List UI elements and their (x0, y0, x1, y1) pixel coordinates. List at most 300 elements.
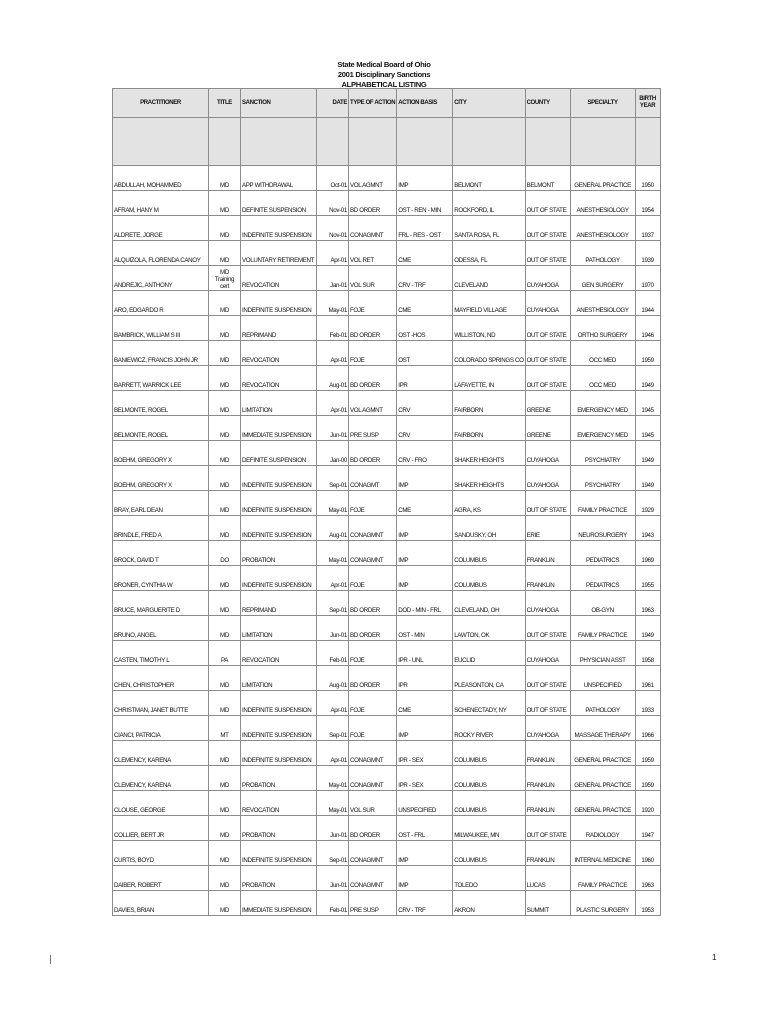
cell-practitioner: BARRETT, WARRICK LEE (113, 366, 209, 391)
cell-title: MD (209, 491, 241, 516)
cell-practitioner: AFRAM, HANY M (113, 191, 209, 216)
cell-action-basis: IMP (397, 466, 453, 491)
cell-specialty: UNSPECIFIED (570, 666, 635, 691)
cell-date: Aug-01 (317, 516, 349, 541)
cell-practitioner: BRUCE, MARGUERITE D (113, 591, 209, 616)
cell-type-of-action: VOL AGMNT (349, 166, 397, 191)
cell-action-basis: OST (397, 341, 453, 366)
cell-action-basis: CME (397, 691, 453, 716)
cell-city: COLUMBUS (453, 741, 525, 766)
cell-title: MD (209, 666, 241, 691)
cell-sanction: REVOCATION (241, 341, 317, 366)
cell-practitioner: CLEMENCY, KARENA (113, 766, 209, 791)
cell-practitioner: BRINDLE, FRED A (113, 516, 209, 541)
cell-sanction: INDEFINITE SUSPENSION (241, 291, 317, 316)
cell-title: MT (209, 716, 241, 741)
cell-date: Oct-01 (317, 166, 349, 191)
cell-specialty: EMERGENCY MED (570, 416, 635, 441)
cell-city: COLUMBUS (453, 766, 525, 791)
cell-date: May-01 (317, 541, 349, 566)
cell-date: Aug-01 (317, 366, 349, 391)
cell-type-of-action: PRE SUSP (349, 891, 397, 916)
cell-practitioner: BOEHM, GREGORY X (113, 441, 209, 466)
cell-city: MAYFIELD VILLAGE (453, 291, 525, 316)
cell-action-basis: OST - MIN (397, 616, 453, 641)
cell-practitioner: CASTEN, TIMOTHY L (113, 641, 209, 666)
cell-sanction: INDEFINITE SUSPENSION (241, 716, 317, 741)
cell-city: LAWTON, OK (453, 616, 525, 641)
cell-city: MILWAUKEE, MN (453, 816, 525, 841)
cell-title: MD (209, 891, 241, 916)
cell-action-basis: CME (397, 491, 453, 516)
cell-practitioner: BRAY, EARL DEAN (113, 491, 209, 516)
cell-city: FAIRBORN (453, 416, 525, 441)
cell-specialty: PEDIATRICS (570, 566, 635, 591)
table-row (113, 441, 661, 466)
cell-title: MD (209, 466, 241, 491)
cell-birth-year: 1920 (635, 791, 660, 816)
cell-county: OUT OF STATE (525, 616, 570, 641)
table-row (113, 691, 661, 716)
cell-sanction: VOLUNTARY RETIREMENT (241, 241, 317, 266)
cell-city: SCHENECTADY, NY (453, 691, 525, 716)
cell-city: WILLISTON, ND (453, 316, 525, 341)
cell-title: MD (209, 766, 241, 791)
cell-date: Jun-01 (317, 816, 349, 841)
cell-sanction: REPRIMAND (241, 316, 317, 341)
cell-county: ERIE (525, 516, 570, 541)
sanctions-table (112, 88, 661, 916)
cell-city: COLUMBUS (453, 566, 525, 591)
cell-date: Sep-01 (317, 466, 349, 491)
cell-practitioner: CURTIS, BOYD (113, 841, 209, 866)
cell-practitioner: BRUNO, ANGEL (113, 616, 209, 641)
cell-date: Feb-01 (317, 891, 349, 916)
cell-title: MD (209, 166, 241, 191)
cell-county: OUT OF STATE (525, 666, 570, 691)
cell-type-of-action: FOJE (349, 566, 397, 591)
cell-county: SUMMIT (525, 891, 570, 916)
cell-county: CUYAHOGA (525, 716, 570, 741)
column-header-city: CITY (453, 89, 525, 118)
cell-specialty: PSYCHIATRY (570, 466, 635, 491)
cell-city: AGRA, KS (453, 491, 525, 516)
cell-county: FRANKLIN (525, 841, 570, 866)
cell-action-basis: CRV - FRO (397, 441, 453, 466)
cell-birth-year: 1944 (635, 291, 660, 316)
cell-city: COLUMBUS (453, 541, 525, 566)
cell-type-of-action: CONAGMNT (349, 541, 397, 566)
cell-city: SANTA ROSA, FL (453, 216, 525, 241)
cell-practitioner: BOEHM, GREGORY X (113, 466, 209, 491)
cell-city: COLUMBUS (453, 841, 525, 866)
cell-type-of-action: PRE SUSP (349, 416, 397, 441)
cell-action-basis: CME (397, 291, 453, 316)
cell-practitioner: ALQUIZOLA, FLORENDA CANOY (113, 241, 209, 266)
cell-specialty: GENERAL PRACTICE (570, 741, 635, 766)
cell-county: OUT OF STATE (525, 816, 570, 841)
cell-title: MD (209, 841, 241, 866)
cell-title: MD (209, 291, 241, 316)
cell-specialty: OCC MED (570, 341, 635, 366)
title-line-1: State Medical Board of Ohio (337, 60, 431, 69)
cell-title: MD (209, 366, 241, 391)
cell-date: Apr-01 (317, 741, 349, 766)
cell-type-of-action: FOJE (349, 491, 397, 516)
cell-action-basis: IPR - UNL (397, 641, 453, 666)
cell-birth-year: 1949 (635, 366, 660, 391)
cell-specialty: ANESTHESIOLOGY (570, 191, 635, 216)
cell-practitioner: CLOUSE, GEORGE (113, 791, 209, 816)
cell-type-of-action: FOJE (349, 691, 397, 716)
cell-date: Aug-01 (317, 666, 349, 691)
cell-county: OUT OF STATE (525, 191, 570, 216)
table-row (113, 741, 661, 766)
cell-date: Jun-01 (317, 866, 349, 891)
cell-birth-year: 1947 (635, 816, 660, 841)
cell-practitioner: CHEN, CHRISTOPHER (113, 666, 209, 691)
cell-type-of-action: VOL RET (349, 241, 397, 266)
table-body (113, 118, 661, 916)
cell-practitioner: BANIEWICZ, FRANCIS JOHN JR (113, 341, 209, 366)
cell-sanction: LIMITATION (241, 616, 317, 641)
cell-specialty: EMERGENCY MED (570, 391, 635, 416)
cell-county: FRANKLIN (525, 766, 570, 791)
cell-specialty: ORTHO SURGERY (570, 316, 635, 341)
cell-type-of-action: VOL SUR (349, 791, 397, 816)
table-row (113, 816, 661, 841)
cell-title: MD (209, 566, 241, 591)
cell-title: MD (209, 441, 241, 466)
cell-specialty: FAMILY PRACTICE (570, 616, 635, 641)
cell-city: ODESSA, FL (453, 241, 525, 266)
cell-date: Nov-01 (317, 191, 349, 216)
cell-action-basis: IPR - SEX (397, 766, 453, 791)
table-row (113, 666, 661, 691)
cell-type-of-action: VOL AGMNT (349, 391, 397, 416)
cell-type-of-action: CONAGMNT (349, 216, 397, 241)
cell-action-basis: IMP (397, 541, 453, 566)
document-title-block (0, 60, 770, 90)
table-row (113, 216, 661, 241)
cell-date: Apr-01 (317, 391, 349, 416)
cell-date: Apr-01 (317, 566, 349, 591)
cell-type-of-action: FOJE (349, 291, 397, 316)
cell-action-basis: OST - REN - MIN (397, 191, 453, 216)
cell-specialty: PATHOLOGY (570, 241, 635, 266)
column-header-practitioner: PRACTITIONER (113, 89, 209, 118)
cell-sanction: IMMEDIATE SUSPENSION (241, 416, 317, 441)
cell-sanction: PROBATION (241, 866, 317, 891)
cell-date: Jun-01 (317, 616, 349, 641)
cell-county: GREENE (525, 416, 570, 441)
cell-date: May-01 (317, 291, 349, 316)
cell-action-basis: OST - FRL (397, 816, 453, 841)
cell-county: OUT OF STATE (525, 366, 570, 391)
cell-action-basis: CRV (397, 416, 453, 441)
cell-sanction: REVOCATION (241, 366, 317, 391)
cell-birth-year: 1953 (635, 891, 660, 916)
cell-action-basis: IMP (397, 716, 453, 741)
table-row (113, 866, 661, 891)
cell-specialty: FAMILY PRACTICE (570, 491, 635, 516)
cell-practitioner: DAIBER, ROBERT (113, 866, 209, 891)
table-row (113, 341, 661, 366)
table-row (113, 391, 661, 416)
cell-practitioner: CHRISTMAN, JANET BUTTE (113, 691, 209, 716)
cell-date: Feb-01 (317, 641, 349, 666)
cell-city: SHAKER HEIGHTS (453, 466, 525, 491)
cell-action-basis: CRV - TRF (397, 266, 453, 291)
cell-county: CUYAHOGA (525, 591, 570, 616)
cell-action-basis: CRV (397, 391, 453, 416)
cell-specialty: PLASTIC SURGERY (570, 891, 635, 916)
cell-practitioner: BROCK, DAVID T (113, 541, 209, 566)
cell-date: Jan-00 (317, 441, 349, 466)
cell-birth-year: 1966 (635, 716, 660, 741)
cell-date: Apr-01 (317, 691, 349, 716)
cell-sanction: PROBATION (241, 816, 317, 841)
cell-practitioner: CIANCI, PATRICIA (113, 716, 209, 741)
cell-type-of-action: CONAGMNT (349, 866, 397, 891)
cell-practitioner: CLEMENCY, KARENA (113, 741, 209, 766)
table-row (113, 791, 661, 816)
cell-specialty: PSYCHIATRY (570, 441, 635, 466)
cell-sanction: INDEFINITE SUSPENSION (241, 841, 317, 866)
cell-sanction: INDEFINITE SUSPENSION (241, 516, 317, 541)
cell-date: Nov-01 (317, 216, 349, 241)
cell-practitioner: ANDREJIC, ANTHONY (113, 266, 209, 291)
cell-type-of-action: BD ORDER (349, 666, 397, 691)
cell-sanction: PROBATION (241, 766, 317, 791)
table-row (113, 366, 661, 391)
cell-county: CUYAHOGA (525, 441, 570, 466)
cell-title: MD (209, 216, 241, 241)
cell-date: May-01 (317, 791, 349, 816)
cell-birth-year: 1933 (635, 691, 660, 716)
cell-practitioner: ALDRETE, JORGE (113, 216, 209, 241)
cell-city: SANDUSKY, OH (453, 516, 525, 541)
cell-specialty: INTERNAL MEDICINE (570, 841, 635, 866)
table-row (113, 516, 661, 541)
cell-type-of-action: BD ORDER (349, 191, 397, 216)
cell-date: Feb-01 (317, 316, 349, 341)
cell-sanction: PROBATION (241, 541, 317, 566)
cell-action-basis: IMP (397, 566, 453, 591)
cell-county: OUT OF STATE (525, 216, 570, 241)
column-header-type-of-action: TYPE OF ACTION (349, 89, 397, 118)
cell-specialty: FAMILY PRACTICE (570, 866, 635, 891)
cell-type-of-action: CONAGMNT (349, 741, 397, 766)
cell-county: OUT OF STATE (525, 491, 570, 516)
table-row (113, 591, 661, 616)
cell-practitioner: BAMBRICK, WILLIAM S III (113, 316, 209, 341)
cell-action-basis: IPR (397, 366, 453, 391)
cell-type-of-action: BD ORDER (349, 441, 397, 466)
cell-specialty: OCC MED (570, 366, 635, 391)
cell-city: CLEVELAND (453, 266, 525, 291)
cell-birth-year: 1943 (635, 516, 660, 541)
cell-title: PA (209, 641, 241, 666)
column-header-date: DATE (317, 89, 349, 118)
cell-sanction: APP WITHDRAWAL (241, 166, 317, 191)
cell-city: SHAKER HEIGHTS (453, 441, 525, 466)
cell-specialty: GENERAL PRACTICE (570, 791, 635, 816)
cell-city: FAIRBORN (453, 391, 525, 416)
cell-county: FRANKLIN (525, 541, 570, 566)
table-row (113, 416, 661, 441)
cell-action-basis: DOD - MIN - FRL (397, 591, 453, 616)
cell-birth-year: 1960 (635, 841, 660, 866)
cell-city: ROCKY RIVER (453, 716, 525, 741)
cell-city: COLORADO SPRINGS CO (453, 341, 525, 366)
cell-sanction: INDEFINITE SUSPENSION (241, 216, 317, 241)
column-header-birth-year: BIRTH YEAR (635, 89, 660, 118)
cell-birth-year: 1955 (635, 566, 660, 591)
cell-birth-year: 1969 (635, 541, 660, 566)
table-row (113, 166, 661, 191)
cell-title: MD (209, 316, 241, 341)
cell-sanction: INDEFINITE SUSPENSION (241, 691, 317, 716)
column-header-action-basis: ACTION BASIS (397, 89, 453, 118)
cell-birth-year: 1949 (635, 466, 660, 491)
table-row (113, 716, 661, 741)
cell-title: MD (209, 816, 241, 841)
cell-title: MD (209, 791, 241, 816)
table-row (113, 841, 661, 866)
cell-practitioner: DAVIES, BRIAN (113, 891, 209, 916)
cell-action-basis: UNSPECIFIED (397, 791, 453, 816)
table-row (113, 191, 661, 216)
cell-action-basis: OST -HOS (397, 316, 453, 341)
cell-action-basis: IMP (397, 866, 453, 891)
cell-county: OUT OF STATE (525, 691, 570, 716)
cell-birth-year: 1959 (635, 741, 660, 766)
cell-type-of-action: BD ORDER (349, 591, 397, 616)
cell-title: MD (209, 516, 241, 541)
cell-city: TOLEDO (453, 866, 525, 891)
table-row (113, 566, 661, 591)
cell-county: CUYAHOGA (525, 466, 570, 491)
cell-specialty: ANESTHESIOLOGY (570, 291, 635, 316)
table-row (113, 616, 661, 641)
cell-title: MD (209, 591, 241, 616)
column-header-sanction: SANCTION (241, 89, 317, 118)
column-header-specialty: SPECIALTY (570, 89, 635, 118)
cell-type-of-action: CONAGMNT (349, 516, 397, 541)
cell-county: FRANKLIN (525, 791, 570, 816)
cell-date: Apr-01 (317, 241, 349, 266)
cell-city: EUCLID (453, 641, 525, 666)
cell-birth-year: 1959 (635, 341, 660, 366)
cell-specialty: PHYSICIAN ASST (570, 641, 635, 666)
cell-city: BELMONT (453, 166, 525, 191)
cell-type-of-action: BD ORDER (349, 366, 397, 391)
cell-type-of-action: BD ORDER (349, 316, 397, 341)
cell-county: OUT OF STATE (525, 341, 570, 366)
page-margin-marker (50, 955, 51, 964)
cell-type-of-action: CONAGMNT (349, 841, 397, 866)
cell-birth-year: 1959 (635, 766, 660, 791)
cell-date: May-01 (317, 766, 349, 791)
cell-birth-year: 1949 (635, 441, 660, 466)
cell-birth-year: 1961 (635, 666, 660, 691)
cell-specialty: NEUROSURGERY (570, 516, 635, 541)
cell-specialty: OB-GYN (570, 591, 635, 616)
cell-sanction: REVOCATION (241, 791, 317, 816)
cell-action-basis: IMP (397, 516, 453, 541)
table-row (113, 241, 661, 266)
cell-date: Sep-01 (317, 716, 349, 741)
cell-date: Sep-01 (317, 591, 349, 616)
cell-county: BELMONT (525, 166, 570, 191)
cell-action-basis: IPR (397, 666, 453, 691)
cell-date: Sep-01 (317, 841, 349, 866)
cell-specialty: GENERAL PRACTICE (570, 766, 635, 791)
cell-title: MD (209, 391, 241, 416)
cell-title: MD (209, 241, 241, 266)
cell-city: AKRON (453, 891, 525, 916)
cell-practitioner: BRONER, CYNTHIA W (113, 566, 209, 591)
cell-specialty: PEDIATRICS (570, 541, 635, 566)
cell-practitioner: BELMONTE, ROGEL (113, 391, 209, 416)
cell-title: MD (209, 341, 241, 366)
cell-type-of-action: BD ORDER (349, 616, 397, 641)
cell-sanction: INDEFINITE SUSPENSION (241, 741, 317, 766)
cell-birth-year: 1946 (635, 316, 660, 341)
cell-type-of-action: CONAGMNT (349, 766, 397, 791)
cell-action-basis: IPR - SEX (397, 741, 453, 766)
cell-type-of-action: BD ORDER (349, 816, 397, 841)
title-line-2: 2001 Disciplinary Sanctions (337, 70, 431, 79)
column-header-title: TITLE (209, 89, 241, 118)
header-spacer-row (113, 118, 661, 166)
cell-county: FRANKLIN (525, 741, 570, 766)
cell-title: MD (209, 191, 241, 216)
cell-action-basis: IMP (397, 166, 453, 191)
cell-specialty: MASSAGE THERAPY (570, 716, 635, 741)
cell-title: MD (209, 616, 241, 641)
cell-specialty: GEN SURGERY (570, 266, 635, 291)
cell-sanction: INDEFINITE SUSPENSION (241, 466, 317, 491)
cell-action-basis: CME (397, 241, 453, 266)
cell-sanction: REPRIMAND (241, 591, 317, 616)
cell-title: MD (209, 866, 241, 891)
cell-sanction: IMMEDIATE SUSPENSION (241, 891, 317, 916)
cell-specialty: GENERAL PRACTICE (570, 166, 635, 191)
table-row (113, 291, 661, 316)
cell-birth-year: 1958 (635, 641, 660, 666)
cell-title: DO (209, 541, 241, 566)
table-row (113, 491, 661, 516)
cell-date: Apr-01 (317, 341, 349, 366)
cell-county: GREENE (525, 391, 570, 416)
cell-title: MD (209, 416, 241, 441)
cell-county: OUT OF STATE (525, 241, 570, 266)
title-line-3: ALPHABETICAL LISTING (341, 80, 427, 89)
cell-city: ROCKFORD, IL (453, 191, 525, 216)
cell-date: May-01 (317, 491, 349, 516)
cell-practitioner: BELMONTE, ROGEL (113, 416, 209, 441)
cell-birth-year: 1945 (635, 391, 660, 416)
cell-county: LUCAS (525, 866, 570, 891)
cell-sanction: LIMITATION (241, 666, 317, 691)
page-number: 1 (712, 953, 717, 962)
table-row (113, 641, 661, 666)
table-row (113, 316, 661, 341)
cell-type-of-action: FOJE (349, 341, 397, 366)
cell-county: CUYAHOGA (525, 641, 570, 666)
